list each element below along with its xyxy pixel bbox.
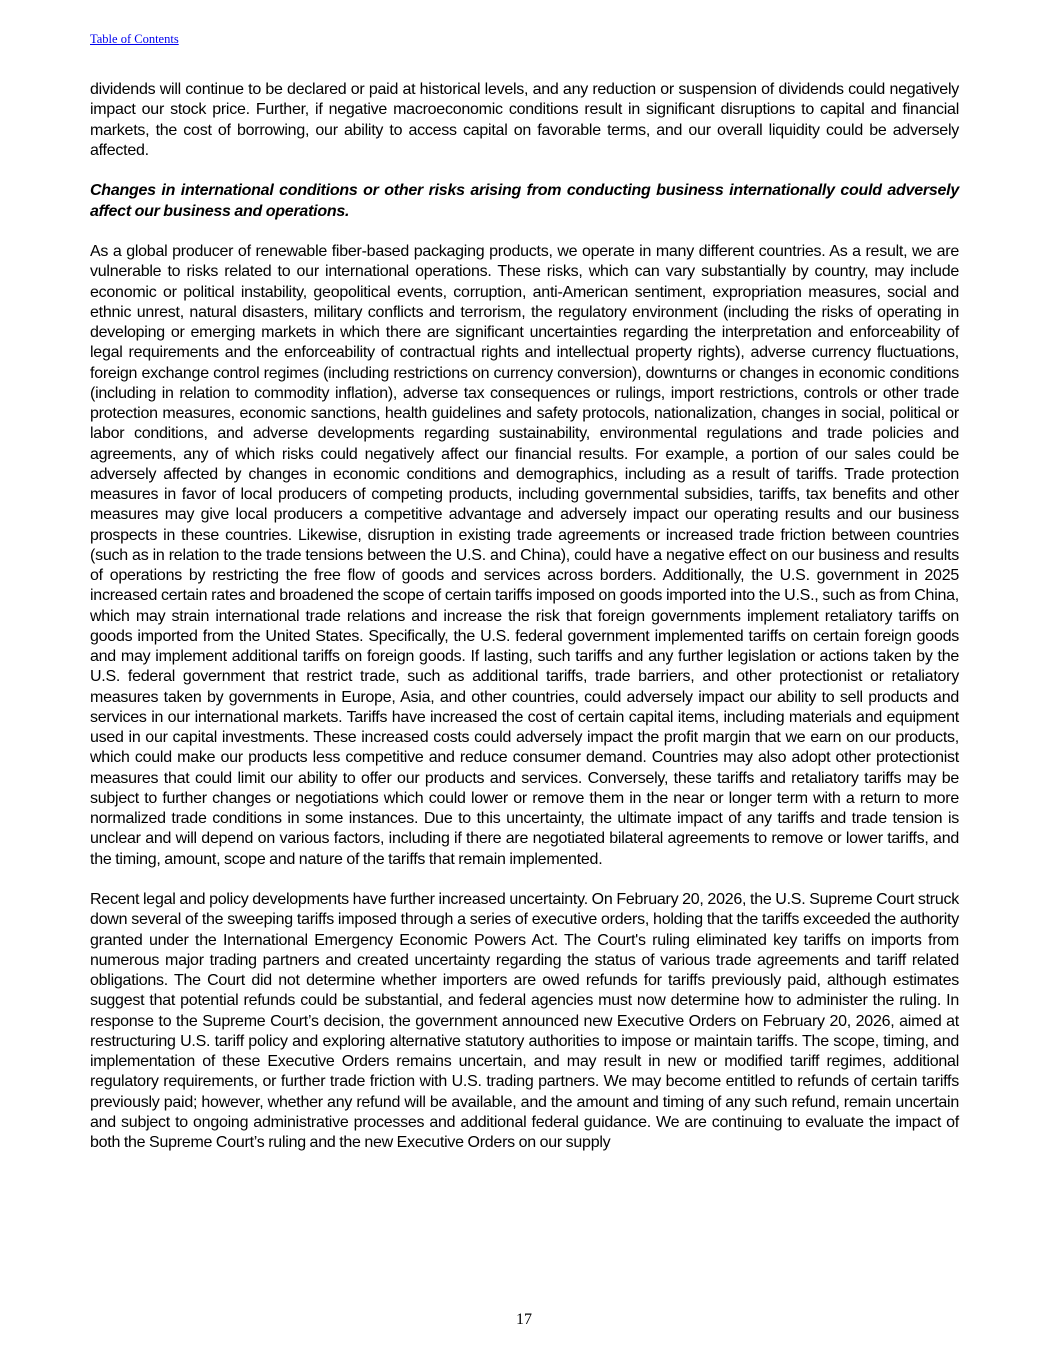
section-heading-international-risks: Changes in international conditions or other risks arising from conducting business internationally could adversely affect our business and operations. — [90, 182, 959, 220]
paragraph-dividends-continued: dividends will continue to be declared or paid at historical levels, and any reduction or suspension of dividends could negatively impact our stock price. Further, if negative macroeconomic conditions result in significant disruptions to capital and financial markets, the cost of borrowing, our ability to access capital on favorable terms, and our overall liquidity could be adversely affected. — [90, 81, 959, 159]
paragraph-international-operations: As a global producer of renewable fiber-based packaging products, we operate in many different countries. As a result, we are vulnerable to risks related to our international operations. These risks, which can vary substantially by country, may include economic or political instability, geopolitical events, corruption, anti-American sentiment, expropriation measures, social and ethnic unrest, natural disasters, military conflicts and terrorism, the regulatory environment (including the risks of operating in developing or emerging markets in which there are significant uncertainties regarding the interpretation and enforceability of legal requirements and the enforceability of contractual rights and intellectual property rights), adverse currency fluctuations, foreign exchange control regimes (including restrictions on currency conversion), downturns or changes in economic conditions (including in relation to commodity inflation), adverse tax consequences or rulings, import restrictions, controls or other trade protection measures, economic sanctions, health guidelines and safety protocols, nationalization, changes in social, political or labor conditions, and adverse developments regarding sustainability, environmental regulations and trade policies and agreements, any of which risks could negatively affect our financial results. For example, a portion of our sales could be adversely affected by changes in economic conditions and demographics, including as a result of tariffs. Trade protection measures in favor of local producers of competing products, including governmental subsidies, tariffs, tax benefits and other measures may give local producers a competitive advantage and adversely impact our operating results and our business prospects in these countries. Likewise, disruption in existing trade agreements or increased trade friction between countries (such as in relation to the trade tensions between the U.S. and China), could have a negative effect on our business and results of operations by restricting the free flow of goods and services across borders. Additionally, the U.S. government in 2025 increased certain rates and broadened the scope of certain tariffs imposed on goods imported into the U.S., such as from China, which may strain international trade relations and increase the risk that foreign governments implement retaliatory tariffs on goods imported from the United States. Specifically, the U.S. federal government implemented tariffs on certain foreign goods and may implement additional tariffs on foreign goods. If lasting, such tariffs and any further legislation or actions taken by the U.S. federal government that restrict trade, such as additional tariffs, trade barriers, and other protectionist or retaliatory measures taken by governments in Europe, Asia, and other countries, could adversely impact our ability to sell products and services in our international markets. Tariffs have increased the cost of certain capital items, including materials and equipment used in our capital investments. These increased costs could adversely impact the profit margin that we earn on our products, which could make our products less competitive and reduce consumer demand. Countries may also adopt other protectionist measures that could limit our ability to offer our products and services. Conversely, these tariffs and retaliatory tariffs may be subject to further changes or negotiations which could lower or remove them in the near or longer term with a return to more normalized trade conditions in some instances. Due to this uncertainty, the ultimate impact of any tariffs and trade tension is unclear and will depend on various factors, including if there are negotiated bilateral agreements to remove or lower tariffs, and the timing, amount, scope and nature of the tariffs that remain implemented. — [90, 243, 959, 868]
table-of-contents-link[interactable]: Table of Contents — [90, 32, 179, 46]
page-number: 17 — [516, 1311, 532, 1328]
paragraph-recent-legal-developments: Recent legal and policy developments have further increased uncertainty. On February 20, 2026, the U.S. Supreme Court struck down several of the sweeping tariffs imposed through a series of executive orders, holding that the tariffs exceeded the authority granted under the International Emergency Economic Powers Act. The Court's ruling eliminated key tariffs on imports from numerous major trading partners and created uncertainty regarding the status of various trade agreements and tariff related obligations. The Court did not determine whether importers are owed refunds for tariffs previously paid, although estimates suggest that potential refunds could be substantial, and federal agencies must now determine how to administer the ruling. In response to the Supreme Court’s decision, the government announced new Executive Orders on February 20, 2026, aimed at restructuring U.S. tariff policy and exploring alternative statutory authorities to impose or maintain tariffs. The scope, timing, and implementation of these Executive Orders remains uncertain, and may result in new or modified tariff regimes, additional regulatory requirements, or further trade friction with U.S. trading partners. We may become entitled to refunds of certain tariffs previously paid; however, whether any refund will be available, and the amount and timing of any such refund, remain uncertain and subject to ongoing administrative processes and additional federal guidance. We are continuing to evaluate the impact of both the Supreme Court’s ruling and the new Executive Orders on our supply — [90, 891, 959, 1151]
document-body — [90, 80, 959, 1174]
